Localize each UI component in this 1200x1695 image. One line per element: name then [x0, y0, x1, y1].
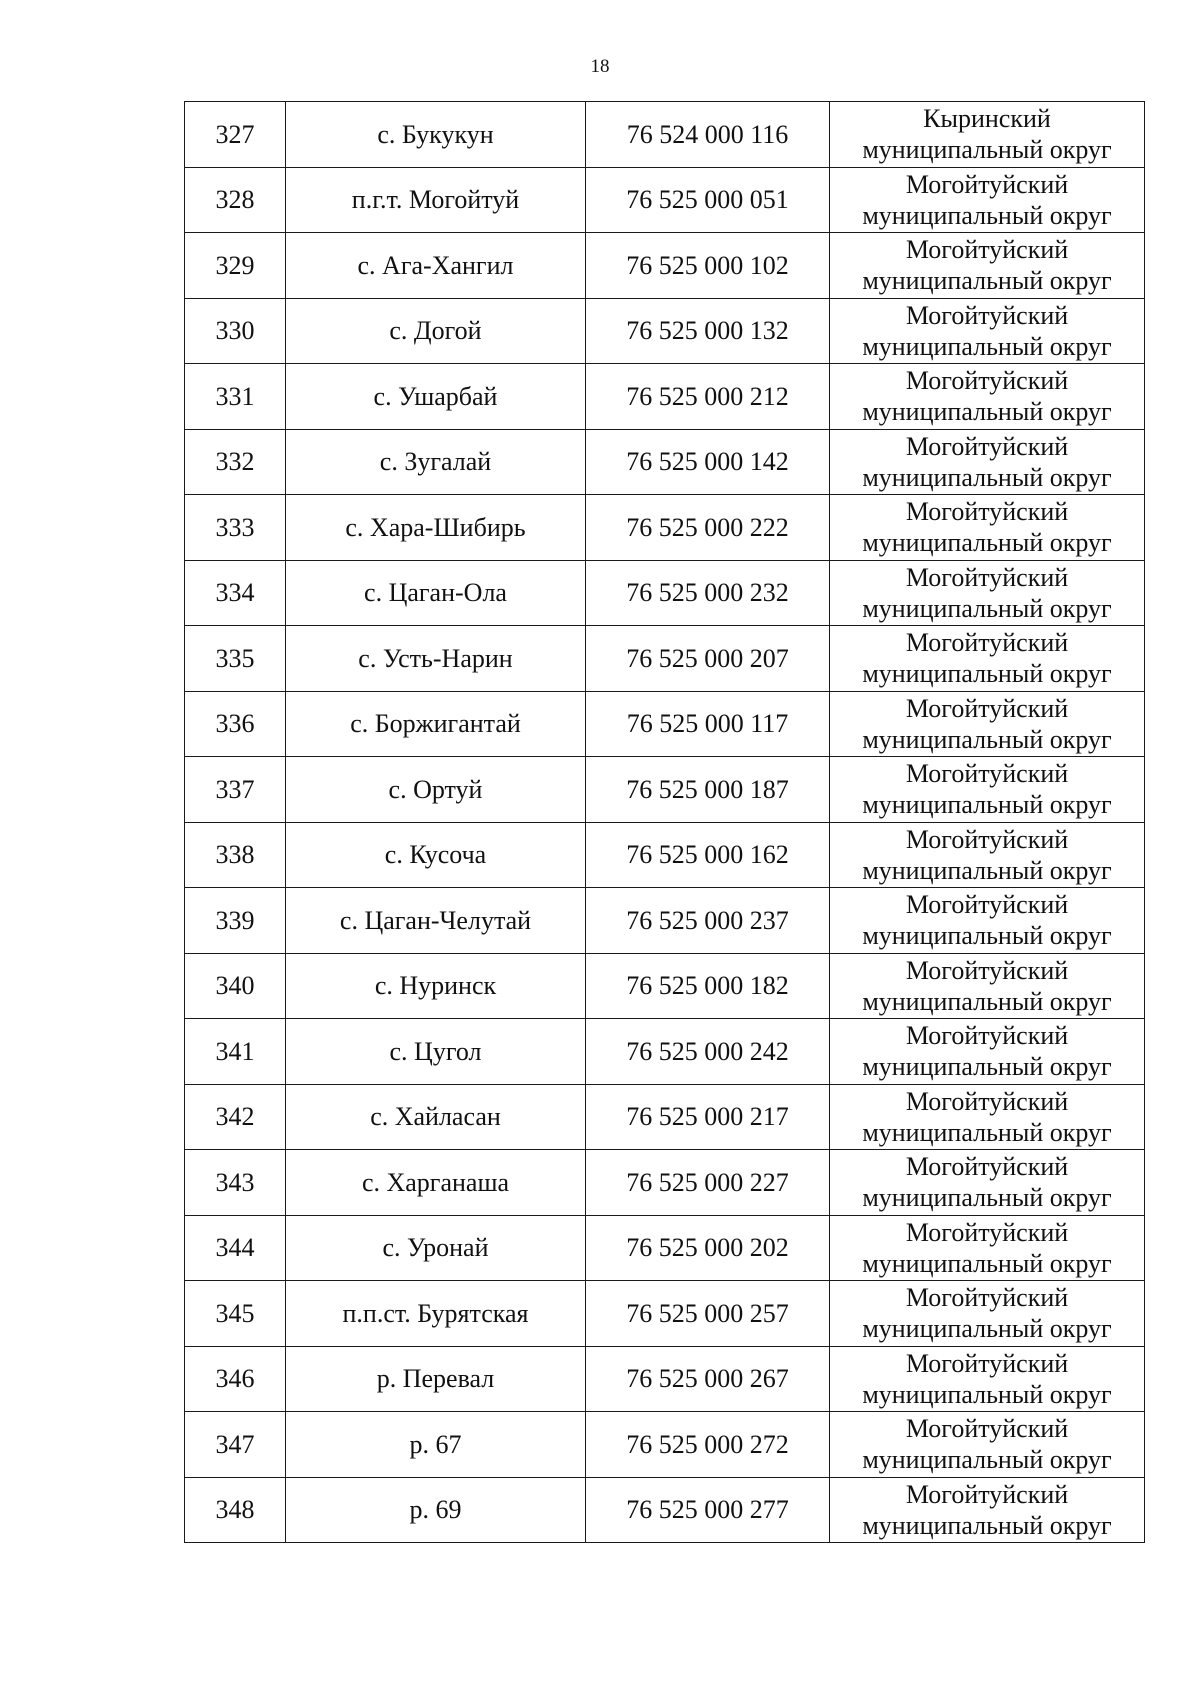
oktmo-code: 76 525 000 187 — [586, 757, 830, 823]
district-name: Могойтуйский — [905, 497, 1069, 527]
row-number: 329 — [185, 233, 286, 299]
oktmo-code: 76 525 000 272 — [586, 1412, 830, 1478]
row-number: 332 — [185, 429, 286, 495]
table-row — [185, 1346, 1145, 1412]
district-type: муниципальный округ — [862, 790, 1112, 820]
oktmo-code: 76 525 000 142 — [586, 429, 830, 495]
oktmo-code: 76 525 000 132 — [586, 298, 830, 364]
settlement-name: с. Зугалай — [286, 429, 586, 495]
oktmo-code: 76 525 000 202 — [586, 1215, 830, 1281]
district-cell — [830, 953, 1145, 1019]
district-type: муниципальный округ — [862, 659, 1112, 689]
table-row — [185, 822, 1145, 888]
district-type: муниципальный округ — [862, 986, 1112, 1016]
settlement-name: п.г.т. Могойтуй — [286, 167, 586, 233]
settlement-name: р. Перевал — [286, 1346, 586, 1412]
table-row — [185, 1150, 1145, 1216]
district-type: муниципальный округ — [862, 135, 1112, 165]
district-name: Могойтуйский — [905, 431, 1069, 461]
settlement-name: с. Харганаша — [286, 1150, 586, 1216]
district-name: Могойтуйский — [905, 824, 1069, 854]
table-row — [185, 429, 1145, 495]
table-row — [185, 1281, 1145, 1347]
district-type: муниципальный округ — [862, 1117, 1112, 1147]
district-cell — [830, 1412, 1145, 1478]
settlement-name: с. Цугол — [286, 1019, 586, 1085]
district-name: Могойтуйский — [905, 1217, 1069, 1247]
district-name: Могойтуйский — [905, 300, 1069, 330]
district-name: Могойтуйский — [905, 1479, 1069, 1509]
row-number: 337 — [185, 757, 286, 823]
settlement-name: с. Цаган-Челутай — [286, 888, 586, 954]
district-name: Могойтуйский — [905, 693, 1069, 723]
district-type: муниципальный округ — [862, 593, 1112, 623]
page-number: 18 — [590, 56, 610, 77]
district-type: муниципальный округ — [862, 331, 1112, 361]
table-row — [185, 626, 1145, 692]
district-type: муниципальный округ — [862, 528, 1112, 558]
oktmo-code: 76 525 000 207 — [586, 626, 830, 692]
table-row — [185, 691, 1145, 757]
row-number: 341 — [185, 1019, 286, 1085]
district-type: муниципальный округ — [862, 1445, 1112, 1475]
district-cell — [830, 298, 1145, 364]
settlement-name: с. Цаган-Ола — [286, 560, 586, 626]
oktmo-code: 76 525 000 051 — [586, 167, 830, 233]
settlement-name: с. Догой — [286, 298, 586, 364]
district-cell — [830, 691, 1145, 757]
oktmo-code: 76 525 000 117 — [586, 691, 830, 757]
district-cell — [830, 626, 1145, 692]
table-row — [185, 102, 1145, 168]
oktmo-code: 76 525 000 102 — [586, 233, 830, 299]
district-name: Могойтуйский — [905, 1021, 1069, 1051]
table-row — [185, 298, 1145, 364]
district-name: Могойтуйский — [905, 955, 1069, 985]
settlement-name: с. Ага-Хангил — [286, 233, 586, 299]
row-number: 336 — [185, 691, 286, 757]
oktmo-code: 76 525 000 237 — [586, 888, 830, 954]
row-number: 331 — [185, 364, 286, 430]
table-row — [185, 560, 1145, 626]
district-cell — [830, 888, 1145, 954]
row-number: 333 — [185, 495, 286, 561]
row-number: 334 — [185, 560, 286, 626]
district-cell — [830, 233, 1145, 299]
settlements-table — [184, 101, 1145, 1543]
district-name: Могойтуйский — [905, 169, 1069, 199]
settlement-name: с. Кусоча — [286, 822, 586, 888]
table-row — [185, 1084, 1145, 1150]
table-row — [185, 757, 1145, 823]
district-name: Могойтуйский — [905, 759, 1069, 789]
settlement-name: с. Боржигантай — [286, 691, 586, 757]
district-cell — [830, 364, 1145, 430]
district-name: Могойтуйский — [905, 890, 1069, 920]
settlement-name: с. Ортуй — [286, 757, 586, 823]
oktmo-code: 76 525 000 232 — [586, 560, 830, 626]
row-number: 347 — [185, 1412, 286, 1478]
district-name: Могойтуйский — [905, 1283, 1069, 1313]
district-name: Могойтуйский — [905, 562, 1069, 592]
table-row — [185, 1477, 1145, 1543]
row-number: 327 — [185, 102, 286, 168]
district-cell — [830, 167, 1145, 233]
district-cell — [830, 495, 1145, 561]
row-number: 338 — [185, 822, 286, 888]
district-type: муниципальный округ — [862, 921, 1112, 951]
district-cell — [830, 1215, 1145, 1281]
district-type: муниципальный округ — [862, 1052, 1112, 1082]
settlement-name: с. Ушарбай — [286, 364, 586, 430]
settlements-table-body — [185, 102, 1145, 1543]
table-row — [185, 1412, 1145, 1478]
settlement-name: с. Букукун — [286, 102, 586, 168]
district-cell — [830, 429, 1145, 495]
settlement-name: с. Хара-Шибирь — [286, 495, 586, 561]
district-type: муниципальный округ — [862, 1379, 1112, 1409]
row-number: 342 — [185, 1084, 286, 1150]
district-name: Могойтуйский — [905, 1152, 1069, 1182]
table-row — [185, 167, 1145, 233]
district-name: Могойтуйский — [905, 1086, 1069, 1116]
district-type: муниципальный округ — [862, 855, 1112, 885]
district-name: Кыринский — [923, 104, 1051, 134]
table-row — [185, 495, 1145, 561]
district-cell — [830, 1477, 1145, 1543]
district-type: муниципальный округ — [862, 397, 1112, 427]
row-number: 348 — [185, 1477, 286, 1543]
district-cell — [830, 1346, 1145, 1412]
table-row — [185, 888, 1145, 954]
row-number: 335 — [185, 626, 286, 692]
district-type: муниципальный округ — [862, 724, 1112, 754]
settlement-name: р. 67 — [286, 1412, 586, 1478]
settlement-name: п.п.ст. Бурятская — [286, 1281, 586, 1347]
oktmo-code: 76 525 000 217 — [586, 1084, 830, 1150]
row-number: 346 — [185, 1346, 286, 1412]
district-name: Могойтуйский — [905, 1414, 1069, 1444]
table-row — [185, 1019, 1145, 1085]
district-type: муниципальный округ — [862, 266, 1112, 296]
district-cell — [830, 560, 1145, 626]
row-number: 343 — [185, 1150, 286, 1216]
district-name: Могойтуйский — [905, 366, 1069, 396]
row-number: 345 — [185, 1281, 286, 1347]
oktmo-code: 76 525 000 212 — [586, 364, 830, 430]
district-type: муниципальный округ — [862, 1248, 1112, 1278]
oktmo-code: 76 524 000 116 — [586, 102, 830, 168]
district-name: Могойтуйский — [905, 235, 1069, 265]
table-row — [185, 953, 1145, 1019]
district-type: муниципальный округ — [862, 1314, 1112, 1344]
table-row — [185, 364, 1145, 430]
district-cell — [830, 1150, 1145, 1216]
row-number: 344 — [185, 1215, 286, 1281]
oktmo-code: 76 525 000 162 — [586, 822, 830, 888]
district-cell — [830, 757, 1145, 823]
settlement-name: р. 69 — [286, 1477, 586, 1543]
oktmo-code: 76 525 000 257 — [586, 1281, 830, 1347]
district-cell — [830, 822, 1145, 888]
oktmo-code: 76 525 000 182 — [586, 953, 830, 1019]
settlement-name: с. Хайласан — [286, 1084, 586, 1150]
oktmo-code: 76 525 000 242 — [586, 1019, 830, 1085]
district-type: муниципальный округ — [862, 462, 1112, 492]
table-row — [185, 1215, 1145, 1281]
row-number: 340 — [185, 953, 286, 1019]
settlement-name: с. Усть-Нарин — [286, 626, 586, 692]
district-type: муниципальный округ — [862, 1183, 1112, 1213]
district-name: Могойтуйский — [905, 628, 1069, 658]
district-name: Могойтуйский — [905, 1348, 1069, 1378]
district-cell — [830, 1084, 1145, 1150]
row-number: 339 — [185, 888, 286, 954]
oktmo-code: 76 525 000 277 — [586, 1477, 830, 1543]
table-row — [185, 233, 1145, 299]
settlement-name: с. Уронай — [286, 1215, 586, 1281]
district-cell — [830, 1281, 1145, 1347]
district-type: муниципальный округ — [862, 1510, 1112, 1540]
settlement-name: с. Нуринск — [286, 953, 586, 1019]
row-number: 328 — [185, 167, 286, 233]
district-cell — [830, 102, 1145, 168]
row-number: 330 — [185, 298, 286, 364]
oktmo-code: 76 525 000 222 — [586, 495, 830, 561]
district-cell — [830, 1019, 1145, 1085]
oktmo-code: 76 525 000 227 — [586, 1150, 830, 1216]
district-type: муниципальный округ — [862, 200, 1112, 230]
oktmo-code: 76 525 000 267 — [586, 1346, 830, 1412]
